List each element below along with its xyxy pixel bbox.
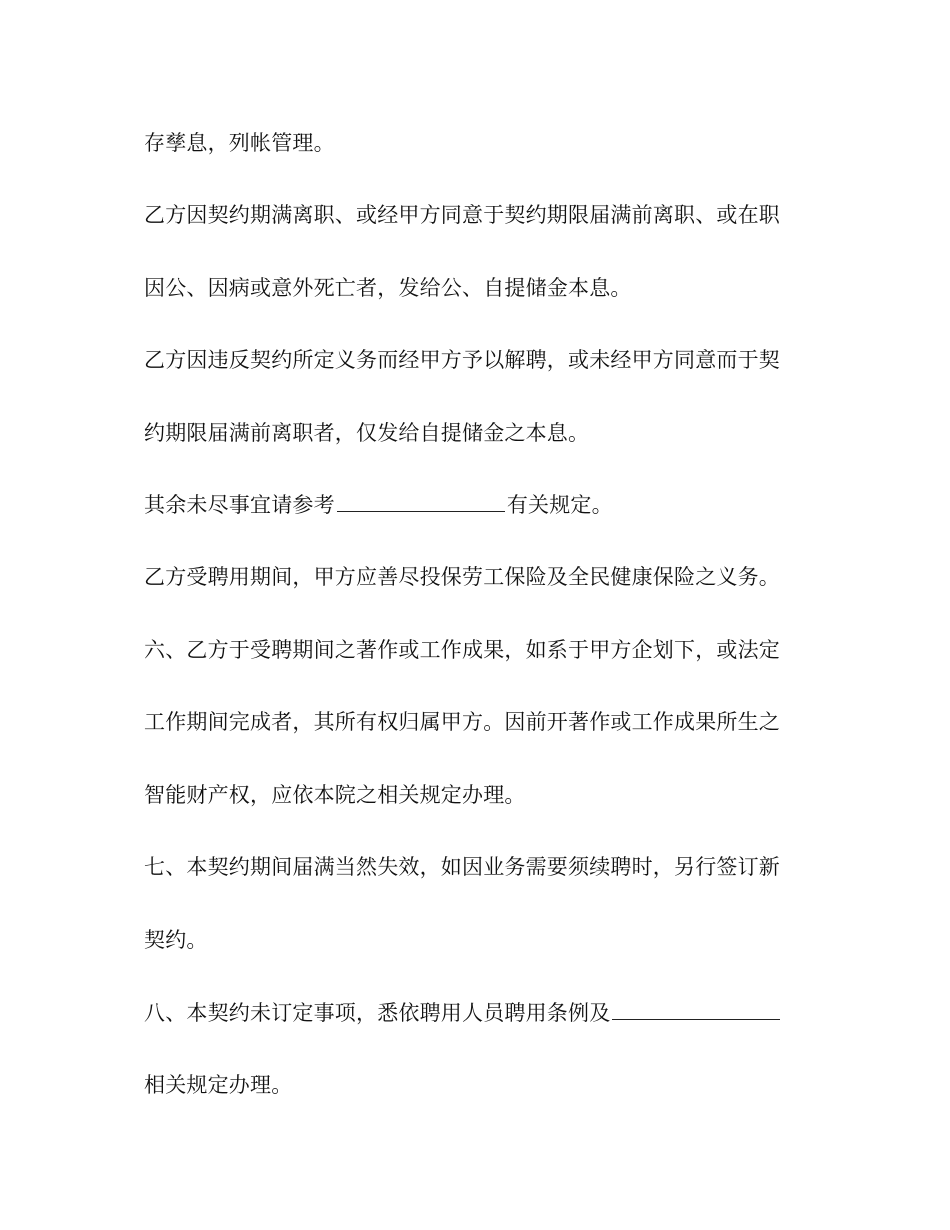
paragraph-line-8: 六、乙方于受聘期间之著作或工作成果，如系于甲方企划下，或法定 xyxy=(144,638,780,662)
fill-in-blank-regulation xyxy=(612,999,780,1020)
paragraph-line-14: 相关规定办理。 xyxy=(144,1073,293,1097)
paragraph-line-7: 乙方受聘用期间，甲方应善尽投保劳工保险及全民健康保险之义务。 xyxy=(144,565,780,589)
paragraph-line-3: 因公、因病或意外死亡者，发给公、自提储金本息。 xyxy=(144,276,632,300)
reference-prefix: 其余未尽事宜请参考 xyxy=(144,493,335,517)
paragraph-line-6 xyxy=(144,490,804,520)
reference-suffix: 有关规定。 xyxy=(506,493,613,517)
paragraph-line-2: 乙方因契约期满离职、或经甲方同意于契约期限届满前离职、或在职 xyxy=(144,203,780,227)
paragraph-line-5: 约期限届满前离职者，仅发给自提储金之本息。 xyxy=(144,421,590,445)
fill-in-blank-reference xyxy=(337,491,505,512)
paragraph-line-11: 七、本契约期间届满当然失效，如因业务需要须续聘时，另行签订新 xyxy=(144,855,780,879)
paragraph-line-9: 工作期间完成者，其所有权归属甲方。因前开著作或工作成果所生之 xyxy=(144,710,780,734)
paragraph-line-10: 智能财产权，应依本院之相关规定办理。 xyxy=(144,783,526,807)
paragraph-line-1: 存孳息，列帐管理。 xyxy=(144,131,335,155)
regulation-prefix: 八、本契约未订定事项，悉依聘用人员聘用条例及 xyxy=(144,1001,611,1025)
paragraph-line-4: 乙方因违反契约所定义务而经甲方予以解聘，或未经甲方同意而于契 xyxy=(144,348,780,372)
paragraph-line-13 xyxy=(144,998,804,1028)
paragraph-line-12: 契约。 xyxy=(144,928,208,952)
